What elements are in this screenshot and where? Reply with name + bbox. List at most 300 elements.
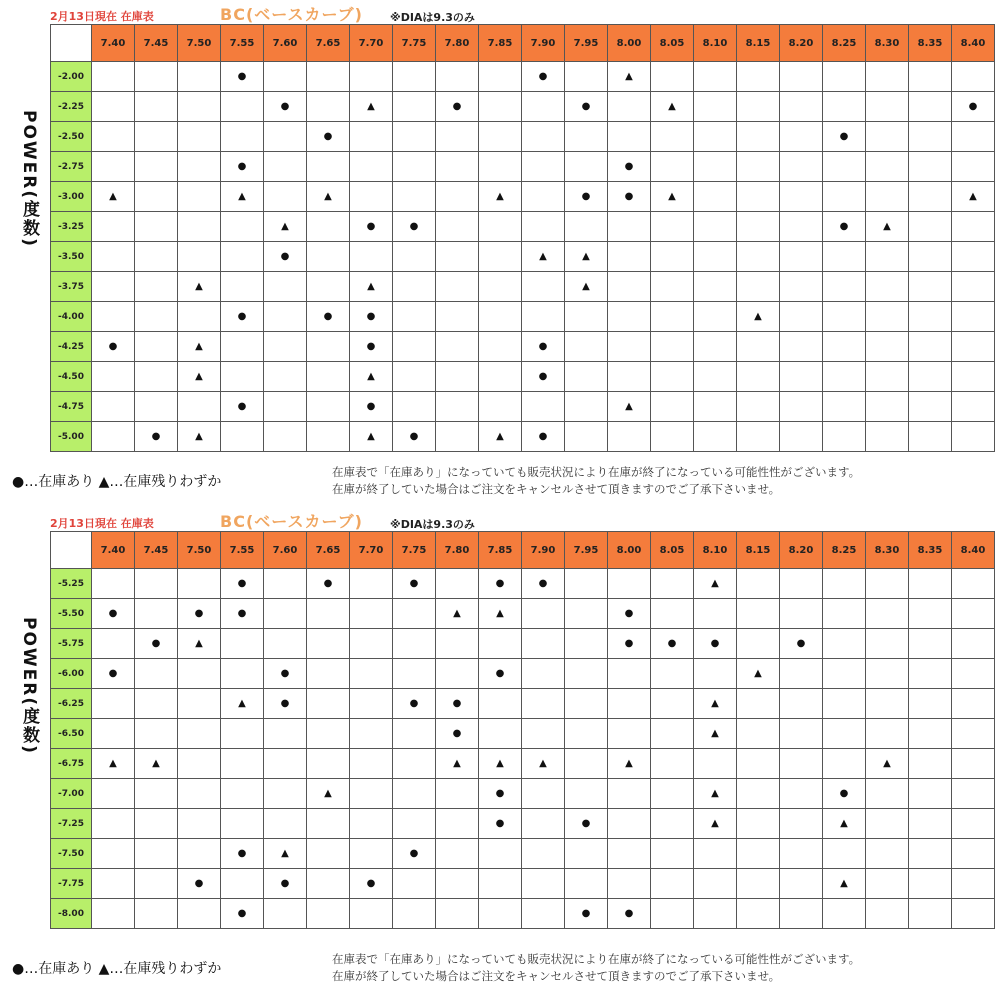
stock-cell xyxy=(909,422,952,452)
stock-cell xyxy=(221,809,264,839)
stock-cell: ● xyxy=(823,122,866,152)
stock-cell xyxy=(952,362,995,392)
stock-cell xyxy=(436,152,479,182)
stock-cell xyxy=(264,122,307,152)
stock-cell xyxy=(264,629,307,659)
stock-cell xyxy=(651,422,694,452)
stock-cell xyxy=(135,719,178,749)
stock-cell xyxy=(737,689,780,719)
stock-cell: ▲ xyxy=(608,392,651,422)
column-header: 7.85 xyxy=(479,25,522,62)
table-row xyxy=(51,659,995,689)
stock-cell xyxy=(178,212,221,242)
stock-cell xyxy=(522,659,565,689)
stock-cell: ● xyxy=(651,629,694,659)
column-header: 8.25 xyxy=(823,25,866,62)
row-header: -2.00 xyxy=(51,62,92,92)
stock-cell xyxy=(92,899,135,929)
table-row xyxy=(51,122,995,152)
stock-cell xyxy=(479,392,522,422)
stock-cell xyxy=(307,362,350,392)
stock-cell xyxy=(952,749,995,779)
table-row xyxy=(51,212,995,242)
stock-cell xyxy=(608,242,651,272)
row-header: -6.75 xyxy=(51,749,92,779)
stock-cell: ● xyxy=(479,569,522,599)
stock-cell xyxy=(823,719,866,749)
column-header: 7.60 xyxy=(264,532,307,569)
stock-cell xyxy=(178,839,221,869)
stock-cell xyxy=(651,122,694,152)
stock-cell: ▲ xyxy=(479,422,522,452)
stock-cell xyxy=(479,362,522,392)
stock-cell xyxy=(479,242,522,272)
stock-cell xyxy=(565,749,608,779)
stock-cell xyxy=(436,569,479,599)
stock-cell: ▲ xyxy=(264,839,307,869)
column-header: 7.55 xyxy=(221,532,264,569)
stock-cell xyxy=(307,899,350,929)
stock-cell xyxy=(823,332,866,362)
stock-cell: ● xyxy=(264,869,307,899)
stock-cell xyxy=(909,599,952,629)
stock-cell: ● xyxy=(522,62,565,92)
table-row xyxy=(51,152,995,182)
stock-cell xyxy=(651,362,694,392)
stock-cell xyxy=(565,212,608,242)
stock-cell xyxy=(221,719,264,749)
stock-cell xyxy=(393,899,436,929)
stock-cell: ● xyxy=(608,899,651,929)
stock-cell xyxy=(264,599,307,629)
row-header: -7.50 xyxy=(51,839,92,869)
column-header: 7.40 xyxy=(92,25,135,62)
stock-cell xyxy=(694,422,737,452)
stock-cell xyxy=(479,122,522,152)
row-header: -6.50 xyxy=(51,719,92,749)
stock-cell: ● xyxy=(221,839,264,869)
date-label: 2月13日現在 在庫表 xyxy=(50,517,154,530)
stock-cell xyxy=(909,719,952,749)
stock-cell xyxy=(737,362,780,392)
table-row xyxy=(51,392,995,422)
stock-cell xyxy=(737,719,780,749)
stock-cell xyxy=(737,212,780,242)
stock-cell xyxy=(823,659,866,689)
stock-cell xyxy=(436,362,479,392)
stock-cell: ● xyxy=(92,659,135,689)
stock-cell xyxy=(952,689,995,719)
row-header: -3.50 xyxy=(51,242,92,272)
column-header: 7.65 xyxy=(307,532,350,569)
stock-cell xyxy=(135,362,178,392)
stock-cell xyxy=(909,362,952,392)
table-row xyxy=(51,869,995,899)
stock-cell: ▲ xyxy=(479,182,522,212)
stock-cell: ▲ xyxy=(651,182,694,212)
stock-cell xyxy=(694,599,737,629)
table-row xyxy=(51,899,995,929)
stock-cell xyxy=(135,659,178,689)
stock-cell xyxy=(135,272,178,302)
stock-cell xyxy=(823,629,866,659)
stock-cell xyxy=(178,689,221,719)
stock-cell xyxy=(909,569,952,599)
stock-cell xyxy=(651,749,694,779)
stock-cell xyxy=(823,62,866,92)
stock-cell xyxy=(307,689,350,719)
table-row xyxy=(51,362,995,392)
stock-cell xyxy=(522,599,565,629)
column-header: 7.50 xyxy=(178,25,221,62)
stock-cell xyxy=(651,272,694,302)
stock-cell xyxy=(479,92,522,122)
column-header: 8.00 xyxy=(608,25,651,62)
column-header: 8.20 xyxy=(780,532,823,569)
stock-cell xyxy=(608,122,651,152)
stock-cell xyxy=(952,659,995,689)
column-header: 7.95 xyxy=(565,532,608,569)
stock-cell xyxy=(307,62,350,92)
stock-cell xyxy=(178,182,221,212)
stock-cell xyxy=(608,719,651,749)
stock-cell xyxy=(737,62,780,92)
stock-cell: ▲ xyxy=(92,749,135,779)
table-row xyxy=(51,629,995,659)
stock-cell xyxy=(350,62,393,92)
stock-cell xyxy=(350,659,393,689)
stock-cell xyxy=(522,272,565,302)
column-header: 7.60 xyxy=(264,25,307,62)
stock-cell xyxy=(393,362,436,392)
stock-cell xyxy=(221,779,264,809)
corner-cell xyxy=(51,532,92,569)
stock-cell xyxy=(479,719,522,749)
stock-cell xyxy=(780,719,823,749)
column-header: 7.70 xyxy=(350,25,393,62)
stock-cell xyxy=(264,392,307,422)
header-row xyxy=(51,25,995,62)
stock-cell xyxy=(866,362,909,392)
stock-cell xyxy=(565,122,608,152)
stock-cell: ▲ xyxy=(565,242,608,272)
stock-cell xyxy=(780,212,823,242)
stock-cell xyxy=(92,422,135,452)
stock-cell xyxy=(694,899,737,929)
stock-cell xyxy=(565,869,608,899)
column-header: 8.05 xyxy=(651,25,694,62)
stock-cell xyxy=(565,719,608,749)
stock-cell xyxy=(608,362,651,392)
stock-cell xyxy=(780,749,823,779)
stock-cell xyxy=(780,422,823,452)
stock-cell: ● xyxy=(221,569,264,599)
stock-cell xyxy=(393,122,436,152)
stock-cell xyxy=(393,749,436,779)
stock-cell: ● xyxy=(350,869,393,899)
stock-cell xyxy=(952,212,995,242)
stock-cell xyxy=(952,62,995,92)
column-header: 8.40 xyxy=(952,532,995,569)
stock-cell xyxy=(780,809,823,839)
stock-cell xyxy=(651,152,694,182)
stock-cell xyxy=(221,659,264,689)
table-row xyxy=(51,62,995,92)
stock-cell xyxy=(608,212,651,242)
stock-cell: ● xyxy=(307,122,350,152)
stock-cell: ▲ xyxy=(479,599,522,629)
stock-cell xyxy=(737,242,780,272)
stock-cell xyxy=(307,392,350,422)
stock-cell xyxy=(737,422,780,452)
stock-cell xyxy=(694,212,737,242)
table-row xyxy=(51,332,995,362)
stock-cell xyxy=(135,809,178,839)
stock-cell xyxy=(909,272,952,302)
stock-cell xyxy=(608,302,651,332)
stock-cell: ▲ xyxy=(651,92,694,122)
stock-cell: ● xyxy=(565,182,608,212)
stock-cell xyxy=(866,839,909,869)
stock-cell xyxy=(780,272,823,302)
stock-cell: ● xyxy=(393,422,436,452)
stock-cell xyxy=(221,272,264,302)
stock-cell: ● xyxy=(479,809,522,839)
stock-cell xyxy=(565,332,608,362)
stock-cell xyxy=(135,182,178,212)
stock-cell: ● xyxy=(264,242,307,272)
stock-cell xyxy=(823,182,866,212)
legend: ●…在庫あり ▲…在庫残りわずか xyxy=(12,961,222,977)
stock-cell xyxy=(780,689,823,719)
stock-cell xyxy=(221,122,264,152)
stock-cell xyxy=(866,152,909,182)
column-header: 8.25 xyxy=(823,532,866,569)
stock-cell xyxy=(565,599,608,629)
stock-cell: ▲ xyxy=(608,749,651,779)
stock-cell xyxy=(264,182,307,212)
stock-cell: ● xyxy=(436,719,479,749)
stock-cell xyxy=(780,569,823,599)
stock-cell xyxy=(823,689,866,719)
stock-cell xyxy=(92,272,135,302)
stock-cell xyxy=(135,899,178,929)
stock-cell xyxy=(608,92,651,122)
column-header: 7.65 xyxy=(307,25,350,62)
stock-cell xyxy=(178,152,221,182)
stock-cell xyxy=(952,719,995,749)
stock-cell xyxy=(264,899,307,929)
stock-cell: ▲ xyxy=(823,809,866,839)
column-header: 7.45 xyxy=(135,25,178,62)
stock-cell: ● xyxy=(264,659,307,689)
stock-cell xyxy=(221,749,264,779)
stock-cell xyxy=(952,809,995,839)
stock-cell xyxy=(909,392,952,422)
table-row xyxy=(51,719,995,749)
stock-cell xyxy=(866,719,909,749)
stock-cell xyxy=(866,62,909,92)
stock-cell xyxy=(866,122,909,152)
stock-cell xyxy=(350,242,393,272)
stock-cell xyxy=(694,659,737,689)
stock-cell xyxy=(780,599,823,629)
stock-cell xyxy=(307,719,350,749)
base-curve-title: BC(ベースカーブ) xyxy=(220,5,363,24)
stock-cell: ● xyxy=(479,779,522,809)
stock-cell xyxy=(436,629,479,659)
stock-cell xyxy=(823,899,866,929)
stock-cell xyxy=(694,272,737,302)
stock-cell xyxy=(393,392,436,422)
stock-cell xyxy=(307,152,350,182)
stock-cell xyxy=(737,569,780,599)
stock-cell xyxy=(92,362,135,392)
stock-cell xyxy=(393,629,436,659)
stock-cell xyxy=(694,242,737,272)
stock-cell xyxy=(393,779,436,809)
stock-cell xyxy=(393,302,436,332)
stock-cell xyxy=(952,332,995,362)
stock-cell xyxy=(436,659,479,689)
stock-cell xyxy=(608,869,651,899)
stock-cell xyxy=(780,899,823,929)
stock-cell: ● xyxy=(135,422,178,452)
stock-cell: ● xyxy=(823,779,866,809)
stock-cell: ▲ xyxy=(694,689,737,719)
stock-cell: ▲ xyxy=(737,659,780,689)
stock-cell xyxy=(651,62,694,92)
stock-cell xyxy=(393,332,436,362)
table-row xyxy=(51,749,995,779)
stock-cell xyxy=(823,362,866,392)
stock-cell xyxy=(264,569,307,599)
stock-cell xyxy=(135,332,178,362)
stock-cell xyxy=(780,362,823,392)
stock-cell xyxy=(479,212,522,242)
stock-cell xyxy=(866,659,909,689)
stock-cell xyxy=(737,392,780,422)
stock-cell xyxy=(909,182,952,212)
stock-cell xyxy=(264,152,307,182)
stock-cell xyxy=(909,869,952,899)
column-header: 8.30 xyxy=(866,532,909,569)
row-header: -2.25 xyxy=(51,92,92,122)
stock-cell xyxy=(608,659,651,689)
stock-cell xyxy=(350,719,393,749)
stock-cell xyxy=(135,569,178,599)
note-line: 在庫表で「在庫あり」になっていても販売状況により在庫が終了になっている可能性性がございます。 xyxy=(332,952,861,966)
stock-cell xyxy=(178,659,221,689)
stock-cell xyxy=(135,779,178,809)
stock-cell: ● xyxy=(178,599,221,629)
stock-cell: ● xyxy=(92,332,135,362)
stock-cell xyxy=(694,122,737,152)
stock-cell xyxy=(135,152,178,182)
stock-cell xyxy=(221,92,264,122)
stock-cell: ● xyxy=(393,569,436,599)
row-header: -4.00 xyxy=(51,302,92,332)
stock-cell xyxy=(92,92,135,122)
table-row xyxy=(51,182,995,212)
stock-cell xyxy=(522,869,565,899)
stock-cell xyxy=(651,332,694,362)
stock-cell xyxy=(694,869,737,899)
stock-cell xyxy=(522,212,565,242)
stock-cell xyxy=(737,749,780,779)
stock-cell: ▲ xyxy=(307,182,350,212)
base-curve-title: BC(ベースカーブ) xyxy=(220,512,363,531)
stock-cell: ● xyxy=(522,332,565,362)
stock-cell xyxy=(264,62,307,92)
stock-cell xyxy=(909,152,952,182)
stock-cell xyxy=(608,422,651,452)
stock-cell xyxy=(823,272,866,302)
dia-note: ※DIAは9.3のみ xyxy=(390,11,475,24)
column-header: 7.75 xyxy=(393,532,436,569)
stock-cell xyxy=(350,749,393,779)
stock-cell xyxy=(479,869,522,899)
column-header: 7.80 xyxy=(436,532,479,569)
stock-cell: ▲ xyxy=(178,272,221,302)
stock-cell xyxy=(264,272,307,302)
stock-cell xyxy=(823,569,866,599)
stock-cell xyxy=(350,152,393,182)
table-row xyxy=(51,839,995,869)
stock-cell xyxy=(522,839,565,869)
stock-cell xyxy=(92,689,135,719)
row-header: -5.00 xyxy=(51,422,92,452)
column-header: 7.90 xyxy=(522,25,565,62)
stock-cell xyxy=(92,62,135,92)
stock-cell xyxy=(823,392,866,422)
stock-cell xyxy=(737,122,780,152)
stock-cell xyxy=(221,869,264,899)
stock-cell xyxy=(694,749,737,779)
stock-cell xyxy=(565,659,608,689)
stock-cell: ● xyxy=(608,152,651,182)
stock-cell xyxy=(608,809,651,839)
stock-table xyxy=(50,24,995,452)
stock-cell: ● xyxy=(522,422,565,452)
stock-cell: ● xyxy=(565,899,608,929)
stock-cell xyxy=(823,422,866,452)
stock-cell xyxy=(909,659,952,689)
stock-cell xyxy=(565,62,608,92)
stock-cell xyxy=(694,839,737,869)
stock-cell xyxy=(866,242,909,272)
stock-cell xyxy=(823,92,866,122)
table-row xyxy=(51,242,995,272)
stock-cell xyxy=(823,749,866,779)
stock-cell xyxy=(651,659,694,689)
row-header: -2.50 xyxy=(51,122,92,152)
stock-cell xyxy=(780,182,823,212)
stock-cell xyxy=(178,392,221,422)
stock-cell xyxy=(135,302,178,332)
stock-cell: ● xyxy=(608,629,651,659)
stock-cell xyxy=(264,422,307,452)
stock-cell xyxy=(178,92,221,122)
stock-cell xyxy=(307,272,350,302)
stock-cell xyxy=(92,212,135,242)
stock-cell xyxy=(436,242,479,272)
stock-cell xyxy=(737,779,780,809)
stock-cell xyxy=(393,809,436,839)
stock-cell: ● xyxy=(608,599,651,629)
stock-cell xyxy=(952,569,995,599)
stock-cell xyxy=(393,272,436,302)
